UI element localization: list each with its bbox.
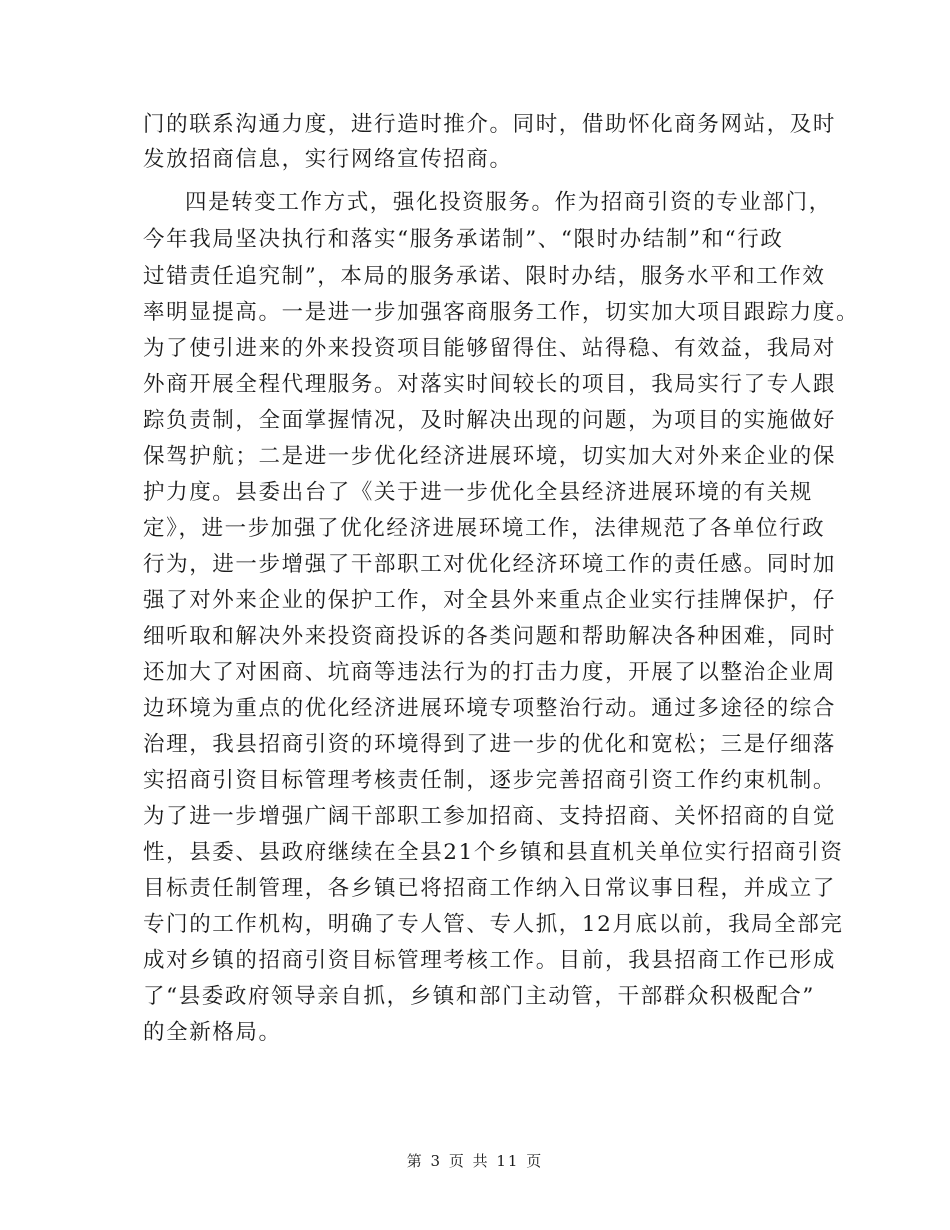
text-line: 为了进一步增强广阔干部职工参加招商、支持招商、关怀招商的自觉	[143, 804, 837, 829]
text-line: 性，县委、县政府继续在全县21个乡镇和县直机关单位实行招商引资	[143, 840, 844, 865]
text-line: 行为，进一步增强了干部职工对优化经济环境工作的责任感。同时加	[143, 552, 837, 577]
text-line: 强了对外来企业的保护工作，对全县外来重点企业实行挂牌保护，仔	[143, 588, 837, 613]
text-line: 治理，我县招商引资的环境得到了进一步的优化和宽松；三是仔细落	[143, 732, 837, 757]
text-line: 目标责任制管理，各乡镇已将招商工作纳入日常议事日程，并成立了	[143, 876, 837, 901]
text-line: 门的联系沟通力度，进行造时推介。同时，借助怀化商务网站，及时	[143, 112, 837, 137]
page-number-footer: 第 3 页 共 11 页	[406, 1152, 544, 1170]
text-line: 过错责任追究制”，本局的服务承诺、限时办结，服务水平和工作效	[143, 264, 826, 289]
text-line: 的全新格局。	[143, 1020, 282, 1045]
text-line: 边环境为重点的优化经济进展环境专项整治行动。通过多途径的综合	[143, 696, 837, 721]
text-line: 为了使引进来的外来投资项目能够留得住、站得稳、有效益，我局对	[143, 336, 837, 361]
text-line: 成对乡镇的招商引资目标管理考核工作。目前，我县招商工作已形成	[143, 948, 837, 973]
text-line: 还加大了对困商、坑商等违法行为的打击力度，开展了以整治企业周	[143, 660, 837, 685]
text-line: 率明显提高。一是进一步加强客商服务工作，切实加大项目跟踪力度。	[143, 300, 860, 325]
text-line: 今年我局坚决执行和落实“服务承诺制”、“限时办结制”和“行政	[143, 227, 784, 252]
text-line: 外商开展全程代理服务。对落实时间较长的项目，我局实行了专人跟	[143, 372, 837, 397]
text-line: 定》，进一步加强了优化经济进展环境工作，法律规范了各单位行政	[143, 516, 826, 541]
text-line: 发放招商信息，实行网络宣传招商。	[143, 147, 513, 172]
paragraph-start-line: 四是转变工作方式，强化投资服务。作为招商引资的专业部门，	[185, 190, 832, 215]
text-line: 细听取和解决外来投资商投诉的各类问题和帮助解决各种困难，同时	[143, 624, 837, 649]
text-line: 踪负责制，全面掌握情况，及时解决出现的问题，为项目的实施做好	[143, 408, 837, 433]
text-line: 专门的工作机构，明确了专人管、专人抓，12月底以前，我局全部完	[143, 912, 844, 937]
text-line: 实招商引资目标管理考核责任制，逐步完善招商引资工作约束机制。	[143, 768, 837, 793]
text-line: 保驾护航；二是进一步优化经济进展环境，切实加大对外来企业的保	[143, 444, 837, 469]
text-line: 护力度。县委出台了《关于进一步优化全县经济进展环境的有关规	[143, 480, 813, 505]
text-line: 了“县委政府领导亲自抓，乡镇和部门主动管，干部群众积极配合”	[143, 984, 815, 1009]
